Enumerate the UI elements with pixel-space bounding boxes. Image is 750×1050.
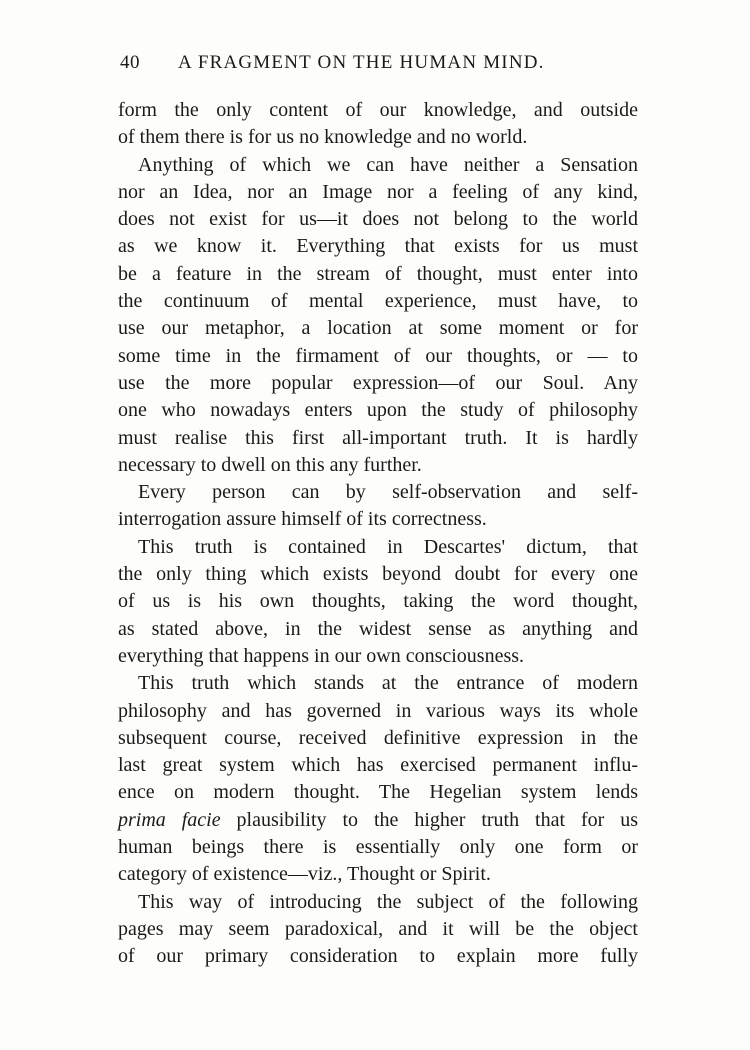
text-line [118, 479, 638, 506]
text-line: philosophy and has governed in various ways its whole [118, 699, 638, 722]
body-text [118, 97, 638, 971]
text-line: of them there is for us no knowledge and no world. [118, 126, 528, 149]
text-line-content: Every person can by self-observation and self- [138, 481, 638, 504]
text-line: use the more popular expression—of our Soul. Any [118, 371, 638, 394]
text-line: category of existence—viz., Thought or Spirit. [118, 863, 491, 886]
text-line: be a feature in the stream of thought, must enter into [118, 262, 638, 285]
text-line [118, 889, 638, 916]
text-line-content: Anything of which we can have neither a Sensation [138, 153, 638, 176]
paragraph-6 [118, 889, 638, 971]
text-line: pages may seem paradoxical, and it will be the object [118, 917, 638, 940]
text-line [118, 152, 638, 179]
paragraph-2 [118, 152, 638, 480]
text-line: one who nowadays enters upon the study of philosophy [118, 399, 638, 422]
text-line [118, 534, 638, 561]
text-line: nor an Idea, nor an Image nor a feeling of any kind, [118, 180, 638, 203]
text-line: the continuum of mental experience, must have, to [118, 290, 638, 313]
text-line: ence on modern thought. The Hegelian system lends [118, 781, 638, 804]
running-head-title: A FRAGMENT ON THE HUMAN MIND. [178, 52, 545, 73]
text-line: form the only content of our knowledge, and outside [118, 99, 638, 121]
page-number: 40 [120, 52, 140, 73]
paragraph-5 [118, 670, 638, 888]
text-line: necessary to dwell on this any further. [118, 453, 422, 476]
text-line-content: This truth is contained in Descartes' dictum, that [138, 535, 638, 558]
text-line [118, 807, 638, 834]
paragraph-4 [118, 534, 638, 670]
running-head [118, 52, 638, 82]
italic-phrase: prima facie [118, 808, 221, 831]
text-line: everything that happens in our own consciousness. [118, 644, 525, 667]
paragraph-3 [118, 479, 638, 534]
text-line: of us is his own thoughts, taking the word thought, [118, 590, 638, 613]
text-line-content: plausibility to the higher truth that for us [220, 808, 639, 831]
text-line: as stated above, in the widest sense as anything and [118, 617, 638, 640]
text-line [118, 670, 638, 697]
text-line: must realise this first all-important truth. It is hardly [118, 426, 638, 449]
text-line-content: This way of introducing the subject of the following [138, 890, 638, 913]
text-line: interrogation assure himself of its correctness. [118, 508, 487, 531]
text-line: some time in the firmament of our thoughts, or — to [118, 344, 638, 367]
text-line: subsequent course, received definitive expression in the [118, 726, 638, 749]
text-line: use our metaphor, a location at some moment or for [118, 317, 638, 340]
text-line: of our primary consideration to explain more fully [118, 945, 638, 968]
text-line: as we know it. Everything that exists for us must [118, 235, 638, 258]
paragraph-1 [118, 97, 638, 152]
text-line: human beings there is essentially only one form or [118, 836, 638, 859]
text-line: does not exist for us—it does not belong to the world [118, 208, 638, 231]
text-line-content: This truth which stands at the entrance of modern [138, 672, 638, 695]
text-line: last great system which has exercised permanent influ- [118, 754, 638, 777]
text-line: the only thing which exists beyond doubt for every one [118, 563, 638, 586]
